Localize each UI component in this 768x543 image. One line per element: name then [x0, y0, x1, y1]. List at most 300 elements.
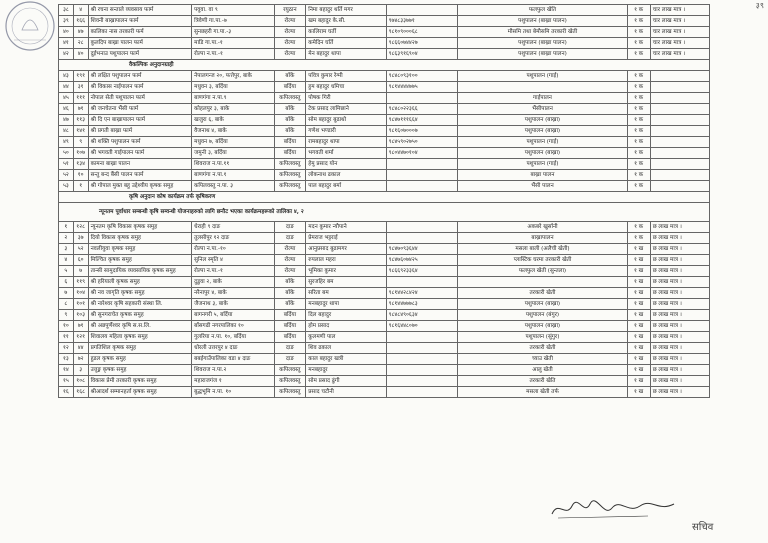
registration-id-cell: १९१ — [73, 71, 88, 82]
table-row — [59, 104, 710, 115]
serial-number-cell: ८ — [59, 299, 74, 310]
serial-number-cell: १५ — [59, 376, 74, 387]
quantity-cell: १ क — [627, 38, 650, 49]
district-cell: बाँके — [274, 277, 306, 288]
serial-number-cell: १४ — [59, 365, 74, 376]
district-cell: दाङ — [274, 222, 306, 233]
sector-cell: भैंसी पालन — [458, 181, 627, 192]
address-cell: पवुवा. वा ९ — [192, 5, 274, 16]
district-cell: बर्दिया — [274, 310, 306, 321]
sector-cell: फलफुल खेति — [458, 5, 627, 16]
firm-name-cell: कामना बाख्रा पालन — [88, 159, 192, 170]
quantity-cell: १ ख — [627, 277, 650, 288]
sector-cell: पशुपालन (बंगुर) — [458, 310, 627, 321]
firm-name-cell: श्री नव जागृति कृषक समुह — [88, 288, 192, 299]
district-cell: रोल्पा — [274, 255, 306, 266]
amount-cell: छ लाख मात्र । — [650, 376, 709, 387]
firm-name-cell: श्री दि एन बाख्रापालन फार्म — [88, 115, 192, 126]
quantity-cell: १ क — [627, 170, 650, 181]
firm-name-cell: श्री सुनगराचेत कृषक समुह — [88, 310, 192, 321]
phone-cell: ९८६६०७४४२७ — [386, 38, 458, 49]
serial-number-cell: १० — [59, 321, 74, 332]
quantity-cell: १ क — [627, 27, 650, 38]
owner-name-cell: हेमु प्रसाद योन — [306, 159, 386, 170]
address-cell: जमुनी ३, बर्दिया — [192, 148, 274, 159]
table-row — [59, 255, 710, 266]
sector-cell: फलफुल खेती (सुन्तला) — [458, 266, 627, 277]
registration-id-cell: १११ — [73, 93, 88, 104]
phone-cell — [386, 233, 458, 244]
quantity-cell: १ क — [627, 93, 650, 104]
amount-cell — [650, 181, 709, 192]
quantity-cell: १ ख — [627, 376, 650, 387]
registration-id-cell: ७ — [73, 266, 88, 277]
table-row — [59, 387, 710, 398]
address-cell: मधुवन ३, बर्दिया — [192, 82, 274, 93]
address-cell: नरैनापुर ४, बाके — [192, 288, 274, 299]
table-row — [59, 16, 710, 27]
sector-cell: भैंसीपालन — [458, 104, 627, 115]
firm-name-cell: मिल्चित कृषक समुह — [88, 255, 192, 266]
phone-cell: ९८१०९०००६८ — [386, 27, 458, 38]
serial-number-cell: ३ — [59, 244, 74, 255]
district-cell: बर्दिया — [274, 137, 306, 148]
table-row — [59, 288, 710, 299]
table-row — [59, 148, 710, 159]
quantity-cell: १ ख — [627, 266, 650, 277]
registration-id-cell: ३१ — [73, 82, 88, 93]
district-cell: दाङ — [274, 354, 306, 365]
amount-cell: चार लाख मात्र । — [650, 16, 709, 27]
district-cell: कपिलवस्तु — [274, 170, 306, 181]
section-description: न्यूनतम पूर्वाधार सम्बन्धी कृषि सम्वन्धी योजनाहरुको लागि छनौट भएका कार्यक्रमहरूको तालिका ४, २ — [59, 203, 710, 222]
registration-id-cell: ११९ — [73, 277, 88, 288]
serial-number-cell: ५३ — [59, 181, 74, 192]
table-row — [59, 170, 710, 181]
registration-id-cell: १४१ — [73, 126, 88, 137]
registration-id-cell: १२८ — [73, 222, 88, 233]
amount-cell: छ लाख मात्र । — [650, 266, 709, 277]
amount-cell: छ लाख मात्र । — [650, 365, 709, 376]
phone-cell: ९८१४४४४७७५ — [386, 82, 458, 93]
table-row — [59, 332, 710, 343]
quantity-cell: १ क — [627, 71, 650, 82]
amount-cell: छ लाख मात्र । — [650, 277, 709, 288]
sector-cell: तरकारी खेती — [458, 288, 627, 299]
district-cell: बाँके — [274, 126, 306, 137]
amount-cell: छ लाख मात्र । — [650, 244, 709, 255]
district-cell: बर्दिया — [274, 332, 306, 343]
phone-cell — [386, 170, 458, 181]
phone-cell: ९८४८४९०६३४ — [386, 310, 458, 321]
registration-id-cell: ४० — [73, 49, 88, 60]
amount-cell: छ लाख मात्र । — [650, 321, 709, 332]
table-row — [59, 38, 710, 49]
section-heading: कृषि अनुदान कोष कार्यक्रम तर्फ कृषिकरण — [59, 192, 710, 203]
phone-cell — [386, 93, 458, 104]
district-cell: रयुठान — [274, 5, 306, 16]
registration-id-cell: १०३ — [73, 310, 88, 321]
serial-number-cell: ४८ — [59, 126, 74, 137]
firm-name-cell: नोपाल सेती पशुपालन फार्म — [88, 93, 192, 104]
owner-name-cell: सोम बहादुर बुढाथो — [306, 115, 386, 126]
district-cell: कपिलवस्तु — [274, 159, 306, 170]
amount-cell — [650, 137, 709, 148]
registration-id-cell: १६६ — [73, 16, 88, 27]
address-cell: नेपालगन्ज २०, फत्तेपुर, बाके — [192, 71, 274, 82]
sector-cell: प्लास्टिक घरमा तरकारी खेती — [458, 255, 627, 266]
district-cell: कपिलवस्तु — [274, 365, 306, 376]
quantity-cell: १ क — [627, 159, 650, 170]
registration-id-cell: १६८ — [73, 387, 88, 398]
firm-name-cell: श्री विकास नाईपालन फार्म — [88, 82, 192, 93]
address-cell: मधुवन ७, बर्दिया — [192, 137, 274, 148]
phone-cell: ९८४७०९३६४४ — [386, 244, 458, 255]
serial-number-cell: ४५ — [59, 93, 74, 104]
owner-name-cell: निमा बहादुर थर्ति मगर — [306, 5, 386, 16]
firm-name-cell: श्री गोपाल मुक्त बहु उद्देश्यीय कृषक समुह — [88, 181, 192, 192]
firm-name-cell: प्रगतिशिल कृषक समुह — [88, 343, 192, 354]
owner-name-cell: पोषक गिरी — [306, 93, 386, 104]
owner-name-cell: पाल बहादुर बर्मा — [306, 181, 386, 192]
sector-cell: मसला बाली (अलैची खेती) — [458, 244, 627, 255]
sector-cell: पशुपालन (गाई) — [458, 137, 627, 148]
phone-cell: ९८४८०२२३६६ — [386, 104, 458, 115]
phone-cell: ९८१६०७०००७ — [386, 126, 458, 137]
serial-number-cell: ४७ — [59, 115, 74, 126]
address-cell: बाँसगढी नगरपालिका १० — [192, 321, 274, 332]
serial-number-cell: ५० — [59, 148, 74, 159]
quantity-cell: १ ख — [627, 387, 650, 398]
table-row — [59, 49, 710, 60]
sector-cell: पशुपालन (सुंगुर) — [458, 332, 627, 343]
firm-name-cell: उत्तुङ्ग कृषक समुह — [88, 365, 192, 376]
amount-cell — [650, 148, 709, 159]
quantity-cell: १ क — [627, 181, 650, 192]
table-row — [59, 82, 710, 93]
sector-cell: पशुपालन (बाख्रा) — [458, 321, 627, 332]
phone-cell — [386, 365, 458, 376]
quantity-cell: १ ख — [627, 332, 650, 343]
quantity-cell: १ क — [627, 126, 650, 137]
owner-name-cell: रामबहादुर थापा — [306, 137, 386, 148]
address-cell: बाणगंगा न.पा.१ — [192, 170, 274, 181]
signature-designation: सचिव — [692, 522, 714, 533]
serial-number-cell: ६ — [59, 277, 74, 288]
section-heading-row — [59, 192, 710, 203]
address-cell: सुनिल स्मृति ४ — [192, 255, 274, 266]
amount-cell — [650, 71, 709, 82]
amount-cell: छ लाख मात्र । — [650, 343, 709, 354]
owner-name-cell: खम बहादुर के.सी. — [306, 16, 386, 27]
quantity-cell: १ ख — [627, 288, 650, 299]
sector-cell: बाख्रा पालन — [458, 170, 627, 181]
sector-cell: पशुपालन (बाख्रा पालन) — [458, 49, 627, 60]
owner-name-cell: रुपलाल महरा — [306, 255, 386, 266]
amount-cell: चार लाख मात्र । — [650, 27, 709, 38]
serial-number-cell: ४२ — [59, 49, 74, 60]
table-row — [59, 299, 710, 310]
address-cell: तुलसीपुर १२ दाङ — [192, 233, 274, 244]
quantity-cell: १ ख — [627, 365, 650, 376]
amount-cell: चार लाख मात्र । — [650, 5, 709, 16]
sector-cell: मसला खेती तर्फ — [458, 387, 627, 398]
owner-name-cell: दिल बहादुर — [306, 310, 386, 321]
registration-id-cell: ६० — [73, 255, 88, 266]
district-cell: कपिलवस्तु — [274, 376, 306, 387]
address-cell: बबईगाउँपालिका वडा ४ दाङ — [192, 354, 274, 365]
district-cell: दाङ — [274, 233, 306, 244]
registration-id-cell: १०७ — [73, 148, 88, 159]
phone-cell: ९८१४४२८४२४ — [386, 288, 458, 299]
registration-id-cell: २८ — [73, 38, 88, 49]
serial-number-cell: ७ — [59, 288, 74, 299]
owner-name-cell: कालिराम घर्ती — [306, 27, 386, 38]
owner-name-cell: सोम प्रसाद ढुंगी — [306, 376, 386, 387]
registration-id-cell: ७२ — [73, 354, 88, 365]
serial-number-cell: ५१ — [59, 159, 74, 170]
table-row — [59, 159, 710, 170]
district-cell: बर्दिया — [274, 82, 306, 93]
section-heading: वैकल्पिक अनुदानग्राही — [59, 60, 710, 71]
phone-cell — [386, 332, 458, 343]
address-cell: धेराही ९ दाङ — [192, 222, 274, 233]
firm-name-cell: श्री शक्ति पशुपालन फार्म — [88, 137, 192, 148]
registration-id-cell: ५२ — [73, 244, 88, 255]
firm-name-cell: नवलीयुवा कृषक समुह — [88, 244, 192, 255]
sector-cell: पशुपालन (बाख्रा पालन) — [458, 38, 627, 49]
sector-cell: पशुपालन (बाख्रा पालन) — [458, 16, 627, 27]
table-row — [59, 93, 710, 104]
phone-cell: ९८१४४७७७८३ — [386, 299, 458, 310]
phone-cell — [386, 159, 458, 170]
firm-name-cell: श्री प्रगती बाख्रा फार्म — [88, 126, 192, 137]
phone-cell — [386, 277, 458, 288]
sector-cell: तरकारी खेति — [458, 376, 627, 387]
quantity-cell: १ क — [627, 115, 650, 126]
serial-number-cell: ९ — [59, 310, 74, 321]
owner-name-cell: मदन कुमार न्यौपाने — [306, 222, 386, 233]
quantity-cell: १ ख — [627, 354, 650, 365]
registration-id-cell: ११३ — [73, 115, 88, 126]
registration-id-cell: ९ — [73, 137, 88, 148]
registration-id-cell: १०१ — [73, 299, 88, 310]
quantity-cell: १ ख — [627, 321, 650, 332]
serial-number-cell: ५२ — [59, 170, 74, 181]
firm-name-cell: विकास प्रेमी तरकारी कृषक समुह — [88, 376, 192, 387]
address-cell: धोरली उत्तरपुर ४ दाङ — [192, 343, 274, 354]
quantity-cell: १ ख — [627, 299, 650, 310]
address-cell: शिवराज न.पा.२ — [192, 365, 274, 376]
amount-cell — [650, 159, 709, 170]
amount-cell: छ लाख मात्र । — [650, 233, 709, 244]
address-cell: खजुरा ६, बाके — [192, 115, 274, 126]
serial-number-cell: ४ — [59, 255, 74, 266]
table-row — [59, 71, 710, 82]
address-cell: माडि गा.पा.-१ — [192, 38, 274, 49]
phone-cell: ९८६३९१६९०४ — [386, 49, 458, 60]
serial-number-cell: १२ — [59, 343, 74, 354]
quantity-cell: १ क — [627, 233, 650, 244]
firm-name-cell: हुडल कृषक समुह — [88, 354, 192, 365]
amount-cell — [650, 115, 709, 126]
owner-name-cell: कमेदिन घर्ति — [306, 38, 386, 49]
amount-cell — [650, 93, 709, 104]
table-row — [59, 233, 710, 244]
quantity-cell: १ क — [627, 5, 650, 16]
office-stamp-seal — [0, 0, 58, 60]
serial-number-cell: १ — [59, 222, 74, 233]
page-number: ३९ — [755, 1, 764, 10]
address-cell: रोल्पा न.पा.-१ — [192, 49, 274, 60]
district-cell: बर्दिया — [274, 321, 306, 332]
owner-name-cell: हुम बहादुर धमिचा — [306, 82, 386, 93]
firm-name-cell: दुईभनाउ पशुपालन फार्म — [88, 49, 192, 60]
table-row — [59, 126, 710, 137]
serial-number-cell: ४६ — [59, 104, 74, 115]
phone-cell: ९८४७६०७४२५ — [386, 255, 458, 266]
phone-cell — [386, 354, 458, 365]
sector-cell: पशुपालन (बाख्रा) — [458, 299, 627, 310]
address-cell: त्रिवेणी गा.पा.-७ — [192, 16, 274, 27]
firm-name-cell: तान्सी सामुदायिक व्यवसायिक कृषक समुह — [88, 266, 192, 277]
owner-name-cell: भगवती शर्मा — [306, 148, 386, 159]
district-cell: रोल्पा — [274, 38, 306, 49]
serial-number-cell: ३८ — [59, 5, 74, 16]
quantity-cell: १ ख — [627, 343, 650, 354]
registration-id-cell: ३ — [73, 365, 88, 376]
address-cell: दुडुवा २, बाके — [192, 277, 274, 288]
serial-number-cell: ४१ — [59, 38, 74, 49]
owner-name-cell: शिव ढकाल — [306, 343, 386, 354]
firm-name-cell: दियो विकास कृषक समुह — [88, 233, 192, 244]
firm-name-cell: शिवालय महिला कृषक समुह — [88, 332, 192, 343]
address-cell: रोल्पा न.पा.-१० — [192, 244, 274, 255]
sector-cell: आलु खेती — [458, 365, 627, 376]
serial-number-cell: ४९ — [59, 137, 74, 148]
phone-cell — [386, 181, 458, 192]
table-row — [59, 321, 710, 332]
district-cell: बाँके — [274, 288, 306, 299]
firm-name-cell: श्रीआदर्श सम्मानहर्ता कृषक समुह — [88, 387, 192, 398]
registration-id-cell: १०४ — [73, 288, 88, 299]
quantity-cell: १ क — [627, 137, 650, 148]
sector-cell: पशुपालन (गाई) — [458, 159, 627, 170]
phone-cell: ९८४८०९३१०० — [386, 71, 458, 82]
address-cell: बाणगंगा न.पा.९ — [192, 93, 274, 104]
address-cell: गुलरिया न.पा. १०, बर्दिया — [192, 332, 274, 343]
district-cell: कपिलवस्तु — [274, 387, 306, 398]
address-cell: महाराजगंज १ — [192, 376, 274, 387]
district-cell: रोल्पा — [274, 27, 306, 38]
serial-number-cell: १६ — [59, 387, 74, 398]
amount-cell: चार लाख मात्र । — [650, 38, 709, 49]
table-row — [59, 310, 710, 321]
sector-cell: तरकारी खेती — [458, 343, 627, 354]
amount-cell: छ लाख मात्र । — [650, 222, 709, 233]
owner-name-cell: गणेश भण्डारी — [306, 126, 386, 137]
quantity-cell: १ क — [627, 104, 650, 115]
phone-cell — [386, 222, 458, 233]
amount-cell: छ लाख मात्र । — [650, 332, 709, 343]
section-description-row — [59, 203, 710, 222]
address-cell: कोहलपुर ३, बाके — [192, 104, 274, 115]
amount-cell: चार लाख मात्र । — [650, 49, 709, 60]
owner-name-cell: प्रसाद चटौनी — [306, 387, 386, 398]
sector-cell — [458, 277, 627, 288]
quantity-cell: १ क — [627, 82, 650, 93]
amount-cell — [650, 170, 709, 181]
district-cell: बाँके — [274, 104, 306, 115]
table-row — [59, 244, 710, 255]
serial-number-cell: ११ — [59, 332, 74, 343]
registration-id-cell: ३७ — [73, 233, 88, 244]
district-cell: रोल्पा — [274, 16, 306, 27]
phone-cell: ९८४५९०२७५० — [386, 137, 458, 148]
registration-id-cell: १२१ — [73, 332, 88, 343]
registration-id-cell: १० — [73, 170, 88, 181]
table-row — [59, 266, 710, 277]
address-cell: रोल्पा न.पा.-१ — [192, 266, 274, 277]
amount-cell: छ लाख मात्र । — [650, 255, 709, 266]
firm-name-cell: शिवनी बाख्रापालन फार्म — [88, 16, 192, 27]
owner-name-cell: कुलमणी पाल — [306, 332, 386, 343]
sector-cell: बाख्रापालन — [458, 233, 627, 244]
registration-id-cell: १ — [73, 181, 88, 192]
owner-name-cell: भूमिका कुमार — [306, 266, 386, 277]
owner-name-cell: काल बहादुर खत्री — [306, 354, 386, 365]
registration-id-cell: ७१ — [73, 104, 88, 115]
table-row — [59, 277, 710, 288]
address-cell: बुद्धभूमि न.पा. १० — [192, 387, 274, 398]
quantity-cell: १ क — [627, 16, 650, 27]
sector-cell: गाईपालन — [458, 93, 627, 104]
owner-name-cell: सरिता बम — [306, 288, 386, 299]
district-cell: बाँके — [274, 299, 306, 310]
owner-name-cell: प्रेमराज भट्टराई — [306, 233, 386, 244]
registration-id-cell: १३४ — [73, 159, 88, 170]
quantity-cell: १ क — [627, 148, 650, 159]
serial-number-cell: ३९ — [59, 16, 74, 27]
sector-cell: च्याउ खेती — [458, 354, 627, 365]
serial-number-cell: ४० — [59, 27, 74, 38]
handwritten-signature — [548, 496, 678, 522]
phone-cell: ९८०४४७०१०४ — [386, 148, 458, 159]
sector-cell: पशुपालन (बाख्रा) — [458, 126, 627, 137]
phone-cell: ९८४७१११६६४ — [386, 115, 458, 126]
quantity-cell: १ क — [627, 222, 650, 233]
serial-number-cell: २ — [59, 233, 74, 244]
firm-name-cell: सन्तु बन्द बैंसी पालन फार्म — [88, 170, 192, 181]
firm-name-cell: न्युनतम कृषि विकास कृषक समुह — [88, 222, 192, 233]
district-cell: दाङ — [274, 343, 306, 354]
amount-cell — [650, 82, 709, 93]
firm-name-cell: श्री लक्षित पशुपालन फार्म — [88, 71, 192, 82]
table-row — [59, 222, 710, 233]
sector-cell: पशुपालन (गाई) — [458, 71, 627, 82]
phone-cell — [386, 5, 458, 16]
firm-name-cell: श्री रचना सन्ताले व्यवसाय फार्म — [88, 5, 192, 16]
amount-cell: छ लाख मात्र । — [650, 387, 709, 398]
firm-name-cell: कालिका नास तरकारी फर्म — [88, 27, 192, 38]
phone-cell: ९८१६४४८०७० — [386, 321, 458, 332]
phone-cell: ९८६६९२३३६४ — [386, 266, 458, 277]
address-cell: सुनछहरी गा.पा.-३ — [192, 27, 274, 38]
firm-name-cell: श्री नारेश्वर कृषि सहकारी संस्था लि. — [88, 299, 192, 310]
quantity-cell: १ ख — [627, 255, 650, 266]
phone-cell — [386, 387, 458, 398]
address-cell: शिवराज न.पा.११ — [192, 159, 274, 170]
